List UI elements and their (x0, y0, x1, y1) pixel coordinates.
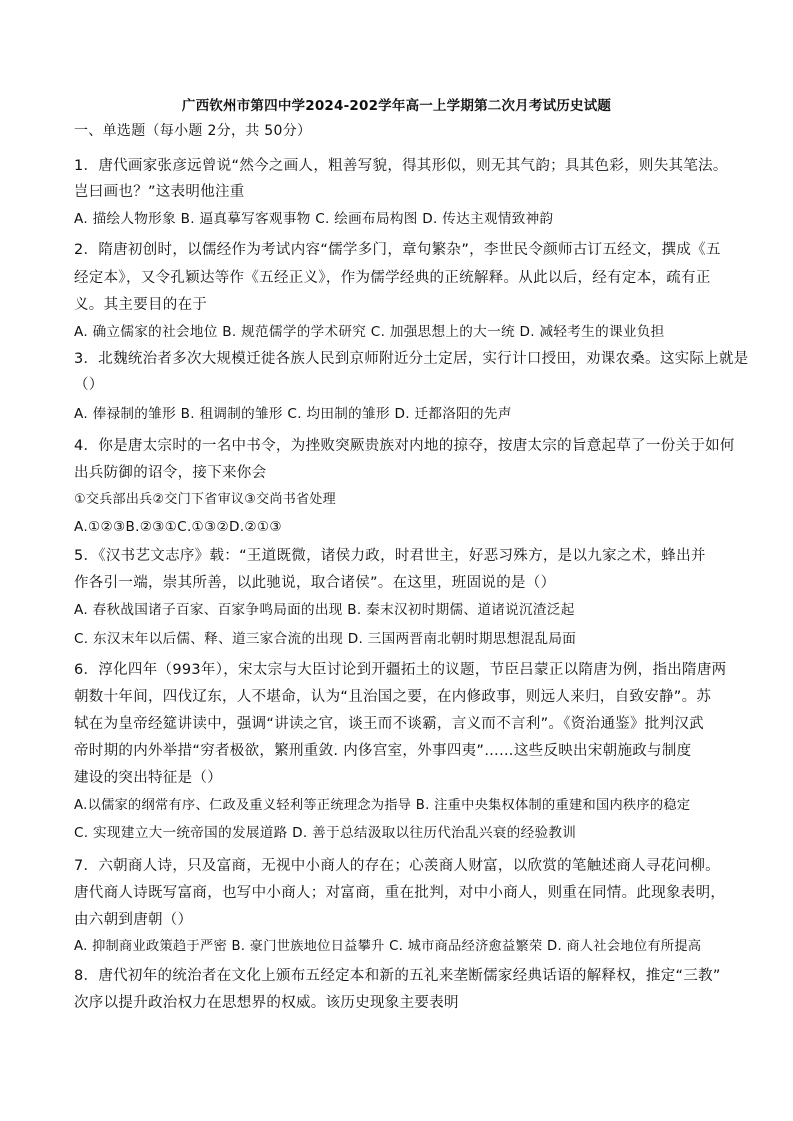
question-5-options-cd: C. 东汉末年以后儒、释、道三家合流的出现 D. 三国两晋南北朝时期思想混乱局面 (74, 631, 577, 647)
question-5-options-ab: A. 春秋战国诸子百家、百家争鸣局面的出现 B. 秦末汉初时期儒、道诸说沉渣泛起 (74, 602, 575, 618)
page-title: 广西钦州市第四中学2024-202学年高一上学期第二次月考试历史试题 (181, 98, 612, 114)
question-1-line-2: 岂曰画也？”这表明他注重 (74, 184, 245, 200)
question-6-line-5: 建设的突出特征是（） (74, 770, 222, 786)
question-4-line-1: 4．你是唐太宗时的一名中书令，为挫败突厥贵族对内地的掠夺，按唐太宗的旨意起草了一份关于如何 (74, 438, 735, 454)
question-5-line-1: 5．《汉书艺文志序》载：“王道既微，诸侯力政，时君世主，好恶习殊方，是以九家之术，蜂出并 (74, 548, 706, 564)
question-6-line-1: 6．淳化四年（993年），宋太宗与大臣讨论到开疆拓土的议题，节臣吕蒙正以隋唐为例，指出隋唐两 (74, 662, 727, 678)
question-4-items: ①交兵部出兵②交门下省审议③交尚书省处理 (74, 492, 336, 507)
question-7-line-2: 唐代商人诗既写富商，也写中小商人；对富商，重在批判，对中小商人，则重在同情。此现象表明， (74, 885, 726, 901)
section-heading: 一、单选题（每小题 2分，共 50分） (74, 123, 312, 139)
question-7-options: A. 抑制商业政策趋于严密 B. 豪门世族地位日益攀升 C. 城市商品经济愈益繁荣 D. 商人社会地位有所提高 (74, 939, 702, 954)
question-5-line-2: 作各引一端，崇其所善，以此驰说，取合诸侯”。在这里，班固说的是（） (74, 575, 556, 591)
question-6-line-3: 轼在为皇帝经筵讲读中，强调“讲读之官，谈王而不谈霸，言义而不言利”。《资治通鉴》批判汉武 (74, 716, 704, 732)
question-2-line-3: 义。其主要目的在于 (74, 297, 208, 313)
question-2-line-1: 2．隋唐初创时，以儒经作为考试内容“儒学多门，章句繁杂”，李世民令颜师古订五经文，撰成《五 (74, 242, 721, 258)
question-4-line-2: 出兵防御的诏令，接下来你会 (74, 465, 267, 481)
question-6-options-cd: C. 实现建立大一统帝国的发展道路 D. 善于总结汲取以往历代治乱兴衰的经验教训 (74, 825, 577, 841)
question-7-line-1: 7．六朝商人诗，只及富商，无视中小商人的存在；心羡商人财富，以欣赏的笔触述商人寻花问柳。 (74, 858, 720, 874)
question-7-line-3: 由六朝到唐朝（） (74, 912, 193, 928)
question-3-options: A. 俸禄制的雏形 B. 租调制的雏形 C. 均田制的雏形 D. 迁都洛阳的先声 (74, 406, 512, 422)
question-2-options: A. 确立儒家的社会地位 B. 规范儒学的学术研究 C. 加强思想上的大一统 D. 减轻考生的课业负担 (74, 324, 665, 340)
question-1-options: A. 描绘人物形象 B. 逼真摹写客观事物 C. 绘画布局构图 D. 传达主观情致神韵 (74, 211, 554, 227)
question-8-line-1: 8．唐代初年的统治者在文化上颁布五经定本和新的五礼来垄断儒家经典话语的解释权，推定“三教” (74, 968, 721, 984)
question-6-options-ab: A.以儒家的纲常有序、仁政及重义轻利等正统理念为指导 B. 注重中央集权体制的重建和国内秩序的稳定 (74, 798, 691, 813)
question-4-options: A.①②③B.②③①C.①③②D.②①③ (74, 519, 282, 535)
question-3-line-1: 3．北魏统治者多次大规模迁徙各族人民到京师附近分土定居，实行计口授田，劝课农桑。这实际上就是 (74, 351, 749, 367)
question-1-line-1: 1．唐代画家张彦远曾说“然今之画人，粗善写貌，得其形似，则无其气韵；具其色彩，则失其笔法。 (74, 158, 728, 174)
question-2-line-2: 经定本》，又令孔颖达等作《五经正义》，作为儒学经典的正统解释。从此以后，经有定本，疏有正 (74, 270, 711, 286)
question-6-line-4: 帝时期的内外举措“穷者极欲，繁刑重敛. 内侈宫室，外事四夷”……这些反映出宋朝施政与制度 (74, 743, 692, 759)
question-6-line-2: 朝数十年间，四伐辽东，人不堪命，认为“且治国之要，在内修政事，则远人来归，自致安静”。苏 (74, 689, 712, 705)
question-8-line-2: 次序以提升政治权力在思想界的权威。该历史现象主要表明 (74, 995, 459, 1011)
question-3-line-2: （） (74, 377, 104, 393)
